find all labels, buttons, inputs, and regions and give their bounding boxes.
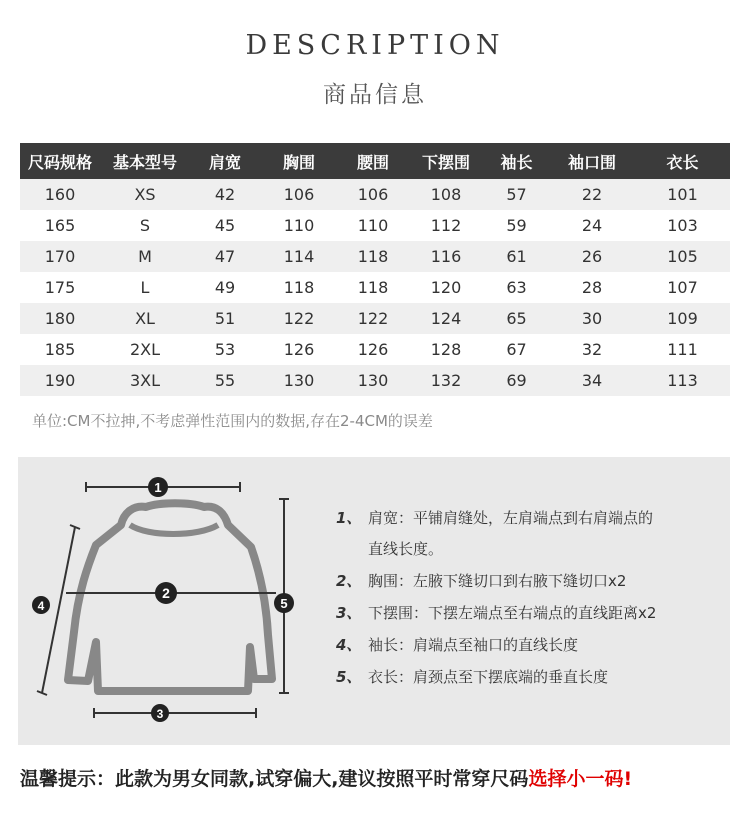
size-table	[20, 143, 730, 396]
step-text-continued: 直线长度。	[368, 540, 444, 558]
table-row	[20, 179, 730, 210]
svg-text:3: 3	[156, 707, 164, 721]
jacket-diagram	[18, 457, 318, 745]
table-cell: 128	[408, 334, 484, 365]
header-cell: 尺码规格	[20, 143, 100, 179]
table-cell: 190	[20, 365, 100, 396]
table-cell: 112	[408, 210, 484, 241]
step-shoulder	[336, 507, 726, 560]
table-cell: 105	[635, 241, 730, 272]
table-row	[20, 334, 730, 365]
table-cell: 132	[408, 365, 484, 396]
table-cell: 130	[338, 365, 408, 396]
table-cell: 109	[635, 303, 730, 334]
table-cell: 32	[549, 334, 635, 365]
marker-1	[148, 477, 168, 497]
table-cell: 110	[338, 210, 408, 241]
step-text: 下摆围：下摆左端点至右端点的直线距离x2	[368, 604, 657, 622]
table-cell: 175	[20, 272, 100, 303]
measurement-panel	[18, 457, 730, 745]
table-cell: 185	[20, 334, 100, 365]
tip-text: 温馨提示：此款为男女同款,试穿偏大,建议按照平时常穿尺码	[20, 768, 529, 790]
table-cell: 106	[338, 179, 408, 210]
table-cell: 67	[484, 334, 549, 365]
table-cell: 45	[190, 210, 260, 241]
table-cell: 165	[20, 210, 100, 241]
table-cell: 26	[549, 241, 635, 272]
table-cell: 53	[190, 334, 260, 365]
table-cell: 118	[338, 241, 408, 272]
header-cell: 胸围	[260, 143, 338, 179]
step-hem	[336, 602, 726, 624]
step-number: 1、	[336, 509, 362, 527]
table-row	[20, 272, 730, 303]
marker-2	[155, 582, 177, 604]
header-cell: 衣长	[635, 143, 730, 179]
table-cell: 114	[260, 241, 338, 272]
table-cell: XS	[100, 179, 190, 210]
table-cell: 124	[408, 303, 484, 334]
table-cell: 34	[549, 365, 635, 396]
table-cell: 47	[190, 241, 260, 272]
header-cell: 基本型号	[100, 143, 190, 179]
title-cn: 商品信息	[323, 82, 427, 108]
table-cell: L	[100, 272, 190, 303]
table-cell: 108	[408, 179, 484, 210]
step-number: 2、	[336, 572, 362, 590]
marker-3	[151, 704, 169, 722]
table-cell: M	[100, 241, 190, 272]
table-cell: 57	[484, 179, 549, 210]
svg-text:1: 1	[154, 480, 162, 495]
step-text: 袖长：肩端点至袖口的直线长度	[368, 636, 579, 654]
table-cell: 61	[484, 241, 549, 272]
tip-highlight: 选择小一码!	[528, 768, 633, 790]
step-number: 5、	[336, 668, 362, 686]
table-cell: 65	[484, 303, 549, 334]
header-cell: 肩宽	[190, 143, 260, 179]
table-cell: 116	[408, 241, 484, 272]
table-row	[20, 365, 730, 396]
table-row	[20, 210, 730, 241]
svg-text:2: 2	[162, 585, 170, 601]
table-header-row	[20, 143, 730, 179]
table-cell: 111	[635, 334, 730, 365]
table-cell: 3XL	[100, 365, 190, 396]
table-cell: 122	[338, 303, 408, 334]
table-row	[20, 241, 730, 272]
table-cell: 118	[260, 272, 338, 303]
table-cell: 118	[338, 272, 408, 303]
table-cell: 110	[260, 210, 338, 241]
table-cell: 106	[260, 179, 338, 210]
table-cell: 122	[260, 303, 338, 334]
marker-4	[32, 596, 50, 614]
step-text: 衣长：肩颈点至下摆底端的垂直长度	[368, 668, 609, 686]
measurement-steps	[336, 507, 726, 698]
header-cell: 腰围	[338, 143, 408, 179]
table-cell: 101	[635, 179, 730, 210]
table-cell: 63	[484, 272, 549, 303]
header-cell: 袖口围	[549, 143, 635, 179]
table-cell: 22	[549, 179, 635, 210]
table-cell: 49	[190, 272, 260, 303]
table-cell: 28	[549, 272, 635, 303]
table-cell: 120	[408, 272, 484, 303]
table-cell: 160	[20, 179, 100, 210]
step-sleeve	[336, 634, 726, 656]
svg-text:5: 5	[280, 596, 288, 611]
unit-note: 单位:CM不拉抻,不考虑弹性范围内的数据,存在2-4CM的误差	[32, 412, 433, 430]
step-chest	[336, 570, 726, 592]
table-cell: 126	[260, 334, 338, 365]
table-cell: 113	[635, 365, 730, 396]
header-cell: 袖长	[484, 143, 549, 179]
table-cell: 30	[549, 303, 635, 334]
table-cell: 103	[635, 210, 730, 241]
svg-text:4: 4	[37, 599, 45, 613]
table-cell: 51	[190, 303, 260, 334]
step-text: 肩宽：平铺肩缝处，左肩端点到右肩端点的	[368, 509, 654, 527]
step-length	[336, 666, 726, 688]
warm-tip	[20, 764, 740, 791]
table-cell: 24	[549, 210, 635, 241]
table-cell: 180	[20, 303, 100, 334]
table-cell: 126	[338, 334, 408, 365]
title-en: DESCRIPTION	[245, 30, 505, 61]
header-cell: 下摆围	[408, 143, 484, 179]
table-cell: 2XL	[100, 334, 190, 365]
table-cell: 42	[190, 179, 260, 210]
marker-5	[274, 593, 294, 613]
step-text: 胸围：左腋下缝切口到右腋下缝切口x2	[368, 572, 627, 590]
table-cell: 107	[635, 272, 730, 303]
table-row	[20, 303, 730, 334]
step-number: 4、	[336, 636, 362, 654]
table-cell: 59	[484, 210, 549, 241]
table-cell: 170	[20, 241, 100, 272]
step-number: 3、	[336, 604, 362, 622]
table-cell: 55	[190, 365, 260, 396]
table-cell: 130	[260, 365, 338, 396]
table-cell: S	[100, 210, 190, 241]
hood-line	[130, 525, 218, 534]
table-cell: 69	[484, 365, 549, 396]
table-cell: XL	[100, 303, 190, 334]
